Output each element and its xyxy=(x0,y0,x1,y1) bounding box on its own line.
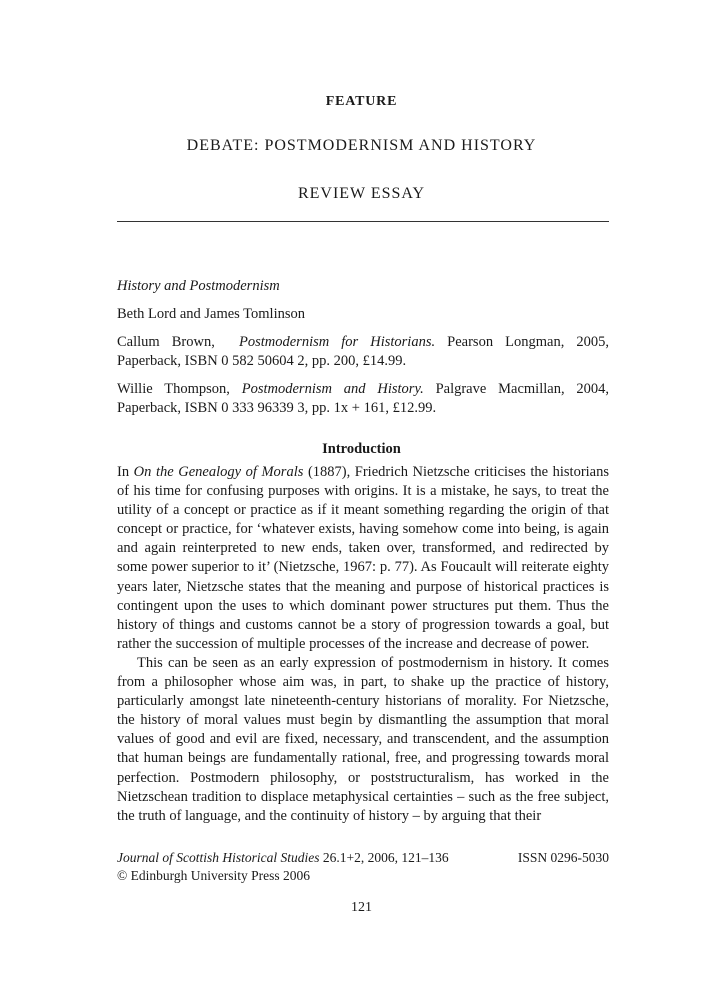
essay-authors: Beth Lord and James Tomlinson xyxy=(117,306,306,322)
copyright: © Edinburgh University Press 2006 xyxy=(117,868,311,883)
book-details: Pearson Longman, 2005, Paperback, ISBN 0 582 50604 2, pp. 200, £14.99. xyxy=(117,334,610,369)
book-details: Palgrave Macmillan, 2004, Paperback, ISBN 0 333 96339 3, pp. 1x + 161, £12.99. xyxy=(117,381,610,416)
book-author: Willie Thompson, xyxy=(117,381,230,397)
section-heading: Introduction xyxy=(322,441,401,457)
issn: ISSN 0296-5030 xyxy=(517,850,609,865)
book-reference-1 xyxy=(117,333,609,371)
paragraph-text: (1887), Friedrich Nietzsche criticises the historians of his time for confusing purposes with origins. It is a mistake, he says, to treat the utility of a concept or practice as if it meant something regarding the origin of that concept or practice, for ‘whatever exists, having somehow come into being, is again and again reinterpreted to new ends, taken over, transformed, and redirected by some power superior to it’ (Nietzsche, 1967: p. 77). As Foucault will reiterate eighty years later, Nietzsche states that the meaning and purpose of historical practices is contingent upon the uses to which dominant power structures put them. Thus the history of things and customs cannot be a story of progression towards a goal, but rather the succession of multiple processes of the increase and decrease of power. xyxy=(117,464,610,652)
debate-title: DEBATE: POSTMODERNISM AND HISTORY xyxy=(186,137,537,154)
book-title: Postmodernism and History. xyxy=(241,381,424,397)
body-text xyxy=(117,463,609,826)
cited-work-title: On the Genealogy of Morals xyxy=(133,464,304,480)
paragraph-text: In xyxy=(117,464,130,480)
book-author: Callum Brown, xyxy=(117,334,215,350)
essay-type: REVIEW ESSAY xyxy=(297,185,426,202)
page-number: 121 xyxy=(351,900,372,915)
paragraph-1 xyxy=(117,463,609,654)
book-reference-2 xyxy=(117,380,609,418)
essay-title: History and Postmodernism xyxy=(117,278,280,294)
journal-name: Journal of Scottish Historical Studies xyxy=(117,850,320,865)
book-title: Postmodernism for Historians. xyxy=(238,334,436,350)
journal-citation xyxy=(117,849,449,885)
journal-volume: 26.1+2, 2006, 121–136 xyxy=(322,850,449,865)
paragraph-2: This can be seen as an early expression of postmodernism in history. It comes from a philosopher whose aim was, in part, to shake up the practice of history, particularly amongst late nineteenth-century historians of morality. For Nietzsche, the history of moral values must begin by dismantling the assumption that moral values of good and evil are fixed, necessary, and transcendent, and the assumption that human beings are fundamentally rational, free, and progressing towards moral perfection. Postmodern philosophy, or poststructuralism, has worked in the Nietzschean tradition to displace metaphysical certainties – such as the free subject, the truth of language, and the continuity of history – by arguing that their xyxy=(117,654,609,824)
header-divider xyxy=(117,221,609,222)
section-label: FEATURE xyxy=(325,94,398,109)
